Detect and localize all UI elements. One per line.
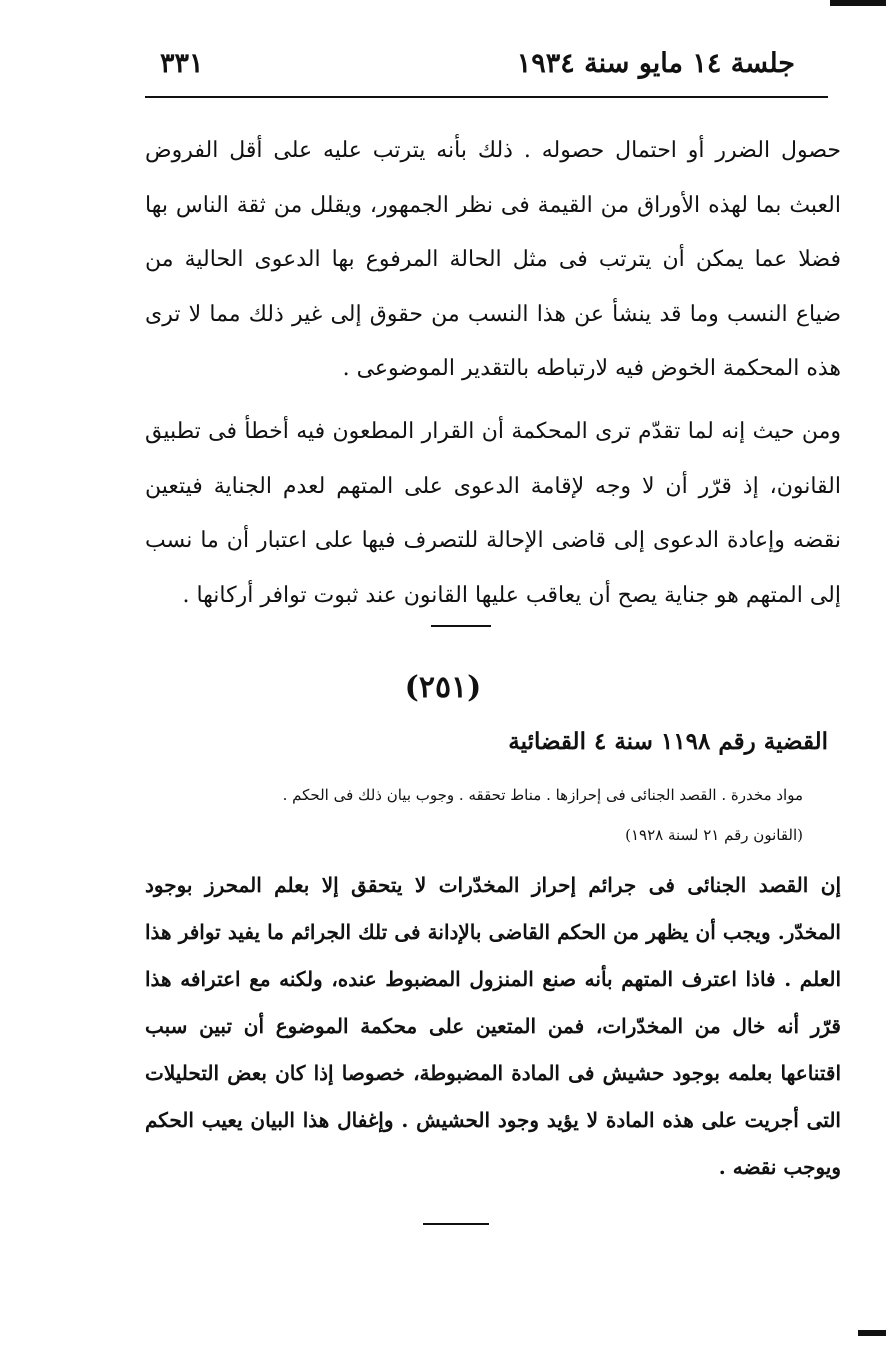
- law-reference: (القانون رقم ٢١ لسنة ١٩٢٨): [625, 826, 803, 844]
- running-header: [145, 48, 825, 88]
- paragraph-2: ومن حيث إنه لما تقدّم ترى المحكمة أن القرار المطعون فيه أخطأ فى تطبيق القانون، إذ قرّر أن لا وجه لإقامة الدعوى على المتهم لعدم الجناية فيتعين نقضه وإعادة الدعوى إلى قاضى الإحالة للتصرف فيها على اعتبار أن ما نسب إلى المتهم هو جناية يصح أن يعاقب عليها القانون عند ثبوت توافر أركانها .: [145, 419, 841, 608]
- scan-edge-mark: [830, 0, 886, 6]
- page-number: ٣٣١: [160, 48, 204, 79]
- header-rule: [145, 96, 828, 98]
- case-subjects: مواد مخدرة . القصد الجنائى فى إحرازها . مناط تحققه . وجوب بيان ذلك فى الحكم .: [282, 786, 803, 804]
- scan-edge-mark-bottom: [858, 1330, 886, 1336]
- case-title: القضية رقم ١١٩٨ سنة ٤ القضائية: [508, 728, 828, 755]
- case-number: (٢٥١): [404, 670, 482, 705]
- session-date-header: جلسة ١٤ مايو سنة ١٩٣٤: [516, 48, 795, 79]
- section-separator: [431, 625, 491, 627]
- case-summary: إن القصد الجنائى فى جرائم إحراز المخدّرات لا يتحقق إلا بعلم المحرز بوجود المخدّر. ويجب أن يظهر من الحكم القاضى بالإدانة فى تلك الجرائم ما يفيد توافر هذا العلم . فاذا اعترف المتهم بأنه صنع المنزول المضبوط عنده، ولكنه مع اعترافه هذا قرّر أنه خال من المخدّرات، فمن المتعين على محكمة الموضوع أن تبين سبب اقتناعها بعلمه بوجود حشيش فى المادة المضبوطة، خصوصا إذا كان بعض التحليلات التى أجريت على هذه المادة لا يؤيد وجود الحشيش . وإغفال هذا البيان يعيب الحكم ويوجب نقضه .: [145, 873, 841, 1179]
- paragraph-1: حصول الضرر أو احتمال حصوله . ذلك بأنه يترتب عليه على أقل الفروض العبث بما لهذه الأوراق من القيمة فى نظر الجمهور، ويقلل من ثقة الناس بها فضلا عما يمكن أن يترتب فى مثل الحالة المرفوع بها الدعوى الحالية من ضياع النسب وما قد ينشأ عن هذا النسب من حقوق إلى غير ذلك مما لا ترى هذه المحكمة الخوض فيه لارتباطه بالتقدير الموضوعى .: [145, 138, 842, 382]
- end-separator: [423, 1223, 489, 1225]
